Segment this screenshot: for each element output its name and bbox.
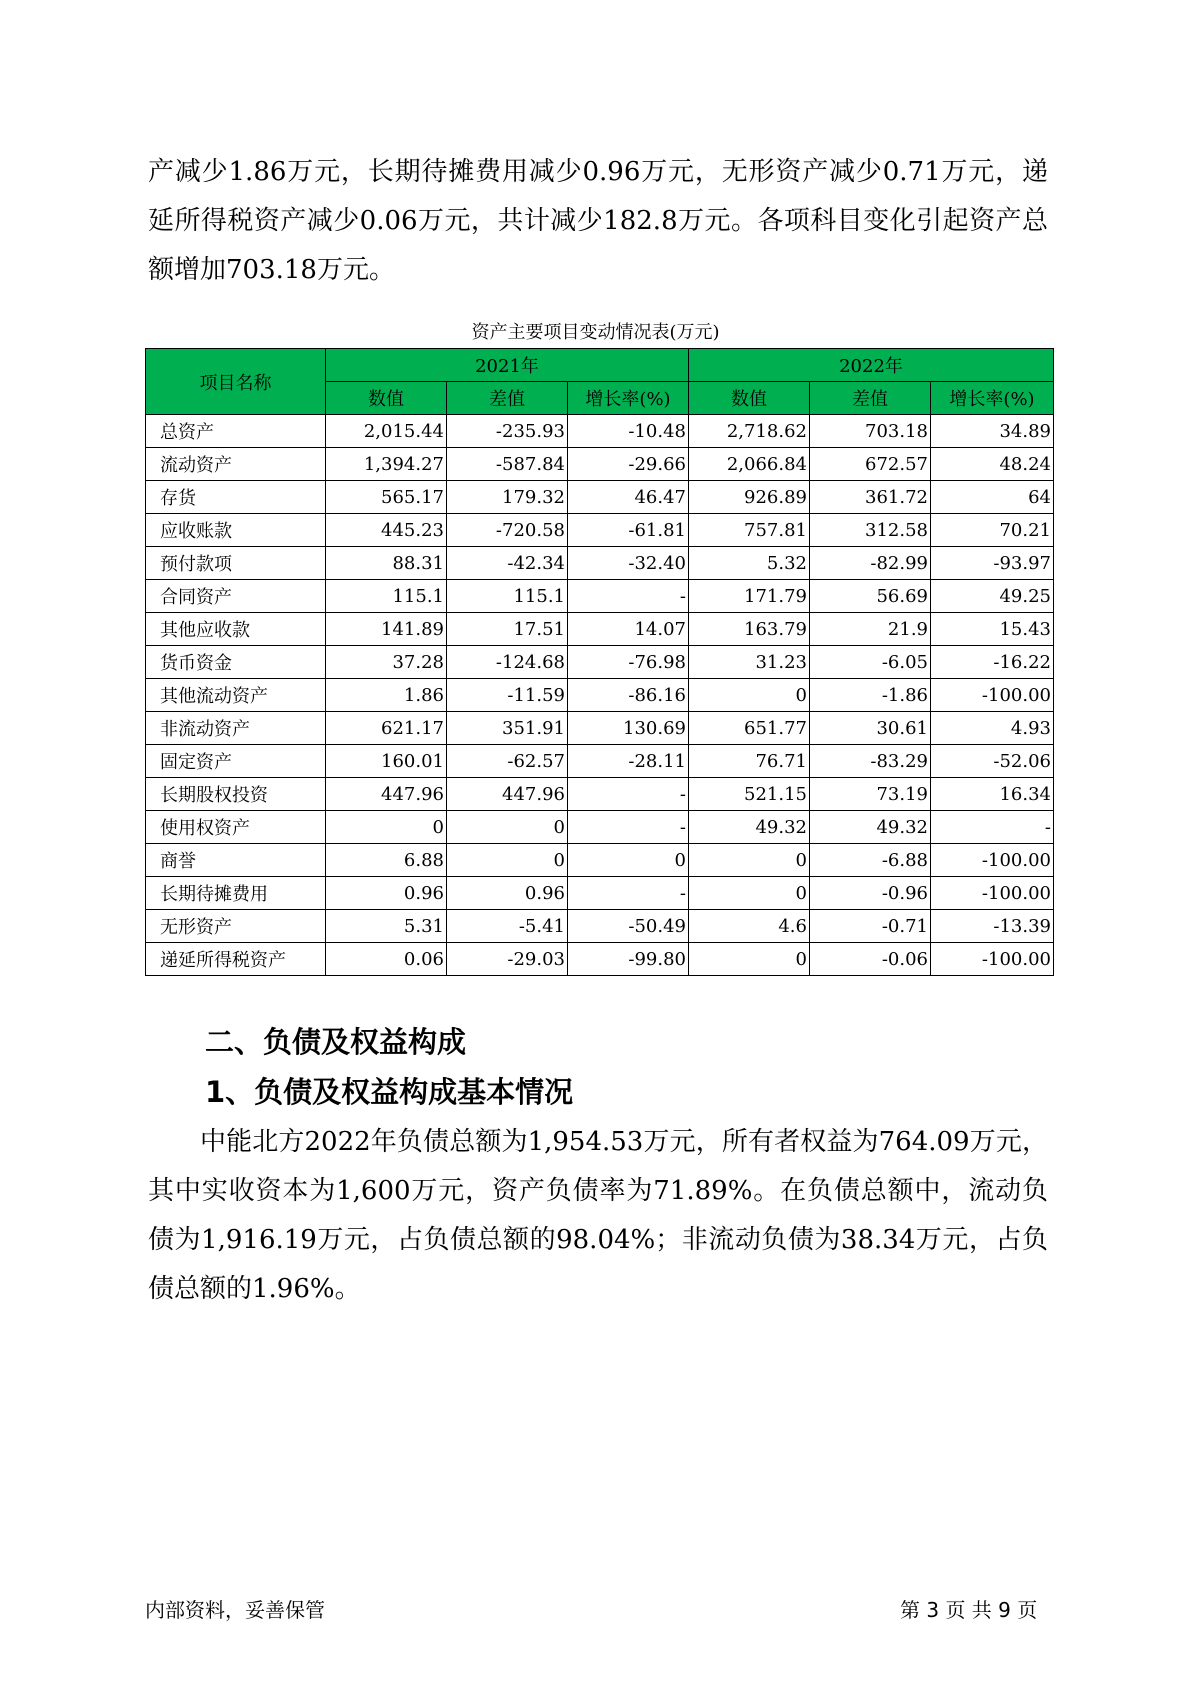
table-cell: 4.93 — [931, 712, 1054, 745]
footer-page-number: 第 3 页 共 9 页 — [900, 1598, 1038, 1622]
row-label: 应收账款 — [146, 514, 326, 547]
table-cell: 361.72 — [810, 481, 931, 514]
table-cell: 2,066.84 — [689, 448, 810, 481]
table-cell: -29.03 — [447, 943, 568, 976]
table-cell: 49.25 — [931, 580, 1054, 613]
row-label: 预付款项 — [146, 547, 326, 580]
table-cell: 757.81 — [689, 514, 810, 547]
table-cell: 21.9 — [810, 613, 931, 646]
subheader-diff-2022: 差值 — [810, 382, 931, 415]
table-cell: - — [931, 811, 1054, 844]
table-cell: -100.00 — [931, 679, 1054, 712]
table-row — [146, 943, 1054, 976]
table-cell: -29.66 — [568, 448, 689, 481]
table-cell: -100.00 — [931, 877, 1054, 910]
table-cell: -28.11 — [568, 745, 689, 778]
table-cell: 0 — [689, 844, 810, 877]
table-cell: -16.22 — [931, 646, 1054, 679]
table-cell: 160.01 — [326, 745, 447, 778]
table-cell: 0.06 — [326, 943, 447, 976]
table-row — [146, 613, 1054, 646]
subsection-heading: 1、负债及权益构成基本情况 — [205, 1075, 574, 1109]
row-label: 合同资产 — [146, 580, 326, 613]
table-cell: 56.69 — [810, 580, 931, 613]
table-cell: 0 — [689, 943, 810, 976]
table-cell: 926.89 — [689, 481, 810, 514]
table-cell: -86.16 — [568, 679, 689, 712]
table-cell: 163.79 — [689, 613, 810, 646]
table-cell: -62.57 — [447, 745, 568, 778]
section-heading: 二、负债及权益构成 — [205, 1025, 467, 1059]
subheader-diff-2021: 差值 — [447, 382, 568, 415]
table-cell: -83.29 — [810, 745, 931, 778]
table-cell: 115.1 — [447, 580, 568, 613]
table-cell: 15.43 — [931, 613, 1054, 646]
table-cell: -720.58 — [447, 514, 568, 547]
table-cell: -76.98 — [568, 646, 689, 679]
row-label: 其他流动资产 — [146, 679, 326, 712]
table-cell: -11.59 — [447, 679, 568, 712]
row-label: 非流动资产 — [146, 712, 326, 745]
table-cell: 34.89 — [931, 415, 1054, 448]
table-cell: -13.39 — [931, 910, 1054, 943]
table-row — [146, 646, 1054, 679]
table-cell: -0.71 — [810, 910, 931, 943]
table-row — [146, 481, 1054, 514]
table-cell: 130.69 — [568, 712, 689, 745]
table-cell: -5.41 — [447, 910, 568, 943]
table-cell: 445.23 — [326, 514, 447, 547]
row-label: 存货 — [146, 481, 326, 514]
table-cell: - — [568, 778, 689, 811]
table-cell: 0 — [689, 679, 810, 712]
table-cell: 17.51 — [447, 613, 568, 646]
table-row — [146, 580, 1054, 613]
paragraph-top: 产减少1.86万元，长期待摊费用减少0.96万元，无形资产减少0.71万元，递延所得税资产减少0.06万元，共计减少182.8万元。各项科目变化引起资产总额增加703.18万元。 — [148, 157, 1048, 285]
table-cell: 37.28 — [326, 646, 447, 679]
subheader-rate-2021: 增长率(%) — [568, 382, 689, 415]
table-cell: 6.88 — [326, 844, 447, 877]
table-cell: 447.96 — [326, 778, 447, 811]
table-cell: -587.84 — [447, 448, 568, 481]
table-row — [146, 514, 1054, 547]
table-cell: -32.40 — [568, 547, 689, 580]
table-body — [146, 415, 1054, 976]
table-cell: 179.32 — [447, 481, 568, 514]
table-cell: - — [568, 811, 689, 844]
header-year-2022: 2022年 — [689, 349, 1054, 382]
table-cell: 565.17 — [326, 481, 447, 514]
table-row — [146, 448, 1054, 481]
row-label: 递延所得税资产 — [146, 943, 326, 976]
table-cell: 73.19 — [810, 778, 931, 811]
table-cell: 0.96 — [447, 877, 568, 910]
row-label: 流动资产 — [146, 448, 326, 481]
table-cell: 16.34 — [931, 778, 1054, 811]
row-label: 长期待摊费用 — [146, 877, 326, 910]
table-row — [146, 844, 1054, 877]
table-row — [146, 415, 1054, 448]
table-cell: 0 — [326, 811, 447, 844]
table-cell: 521.15 — [689, 778, 810, 811]
table-cell: -124.68 — [447, 646, 568, 679]
table-cell: 2,015.44 — [326, 415, 447, 448]
table-cell: - — [568, 580, 689, 613]
row-label: 商誉 — [146, 844, 326, 877]
table-cell: 141.89 — [326, 613, 447, 646]
table-cell: 0 — [568, 844, 689, 877]
table-cell: -6.05 — [810, 646, 931, 679]
paragraph-bottom: 中能北方2022年负债总额为1,954.53万元，所有者权益为764.09万元，其中实收资本为1,600万元，资产负债率为71.89%。在负债总额中，流动负债为1,916.19万元，占负债总额的98.04%；非流动负债为38.34万元，占负债总额的1.96%。 — [148, 1127, 1048, 1304]
table-cell: 621.17 — [326, 712, 447, 745]
subheader-value-2022: 数值 — [689, 382, 810, 415]
table-row — [146, 910, 1054, 943]
table-cell: 2,718.62 — [689, 415, 810, 448]
table-cell: 115.1 — [326, 580, 447, 613]
table-cell: -100.00 — [931, 844, 1054, 877]
table-cell: 49.32 — [810, 811, 931, 844]
table-caption: 资产主要项目变动情况表(万元) — [471, 322, 720, 343]
asset-change-table — [145, 348, 1054, 976]
table-cell: 76.71 — [689, 745, 810, 778]
table-cell: 48.24 — [931, 448, 1054, 481]
table-cell: -10.48 — [568, 415, 689, 448]
table-cell: -100.00 — [931, 943, 1054, 976]
table-cell: 1,394.27 — [326, 448, 447, 481]
header-item-name: 项目名称 — [146, 349, 326, 415]
table-cell: -82.99 — [810, 547, 931, 580]
table-cell: 0 — [447, 844, 568, 877]
table-cell: 88.31 — [326, 547, 447, 580]
row-label: 使用权资产 — [146, 811, 326, 844]
table-cell: 0 — [447, 811, 568, 844]
row-label: 总资产 — [146, 415, 326, 448]
table-row — [146, 679, 1054, 712]
table-cell: 49.32 — [689, 811, 810, 844]
table-cell: -50.49 — [568, 910, 689, 943]
row-label: 无形资产 — [146, 910, 326, 943]
table-cell: 171.79 — [689, 580, 810, 613]
row-label: 货币资金 — [146, 646, 326, 679]
row-label: 长期股权投资 — [146, 778, 326, 811]
table-cell: 30.61 — [810, 712, 931, 745]
table-cell: 312.58 — [810, 514, 931, 547]
row-label: 固定资产 — [146, 745, 326, 778]
table-cell: 64 — [931, 481, 1054, 514]
table-cell: 0 — [689, 877, 810, 910]
table-cell: 651.77 — [689, 712, 810, 745]
table-cell: -6.88 — [810, 844, 931, 877]
table-cell: -1.86 — [810, 679, 931, 712]
table-cell: -42.34 — [447, 547, 568, 580]
table-row — [146, 745, 1054, 778]
table-row — [146, 877, 1054, 910]
table-cell: 351.91 — [447, 712, 568, 745]
table-cell: 703.18 — [810, 415, 931, 448]
table-cell: 4.6 — [689, 910, 810, 943]
table-cell: 5.32 — [689, 547, 810, 580]
table-cell: 5.31 — [326, 910, 447, 943]
table-row — [146, 547, 1054, 580]
table-cell: -52.06 — [931, 745, 1054, 778]
table-cell: 447.96 — [447, 778, 568, 811]
table-cell: - — [568, 877, 689, 910]
table-cell: 0.96 — [326, 877, 447, 910]
table-row — [146, 811, 1054, 844]
table-cell: -93.97 — [931, 547, 1054, 580]
table-cell: -235.93 — [447, 415, 568, 448]
table-cell: -99.80 — [568, 943, 689, 976]
table-cell: 1.86 — [326, 679, 447, 712]
subheader-value-2021: 数值 — [326, 382, 447, 415]
header-year-2021: 2021年 — [326, 349, 689, 382]
footer-confidential-note: 内部资料，妥善保管 — [145, 1598, 325, 1622]
subheader-rate-2022: 增长率(%) — [931, 382, 1054, 415]
table-cell: 46.47 — [568, 481, 689, 514]
row-label: 其他应收款 — [146, 613, 326, 646]
table-cell: -0.96 — [810, 877, 931, 910]
table-cell: 14.07 — [568, 613, 689, 646]
table-row — [146, 778, 1054, 811]
table-cell: 31.23 — [689, 646, 810, 679]
table-cell: 70.21 — [931, 514, 1054, 547]
table-cell: 672.57 — [810, 448, 931, 481]
table-cell: -0.06 — [810, 943, 931, 976]
table-row — [146, 712, 1054, 745]
table-cell: -61.81 — [568, 514, 689, 547]
